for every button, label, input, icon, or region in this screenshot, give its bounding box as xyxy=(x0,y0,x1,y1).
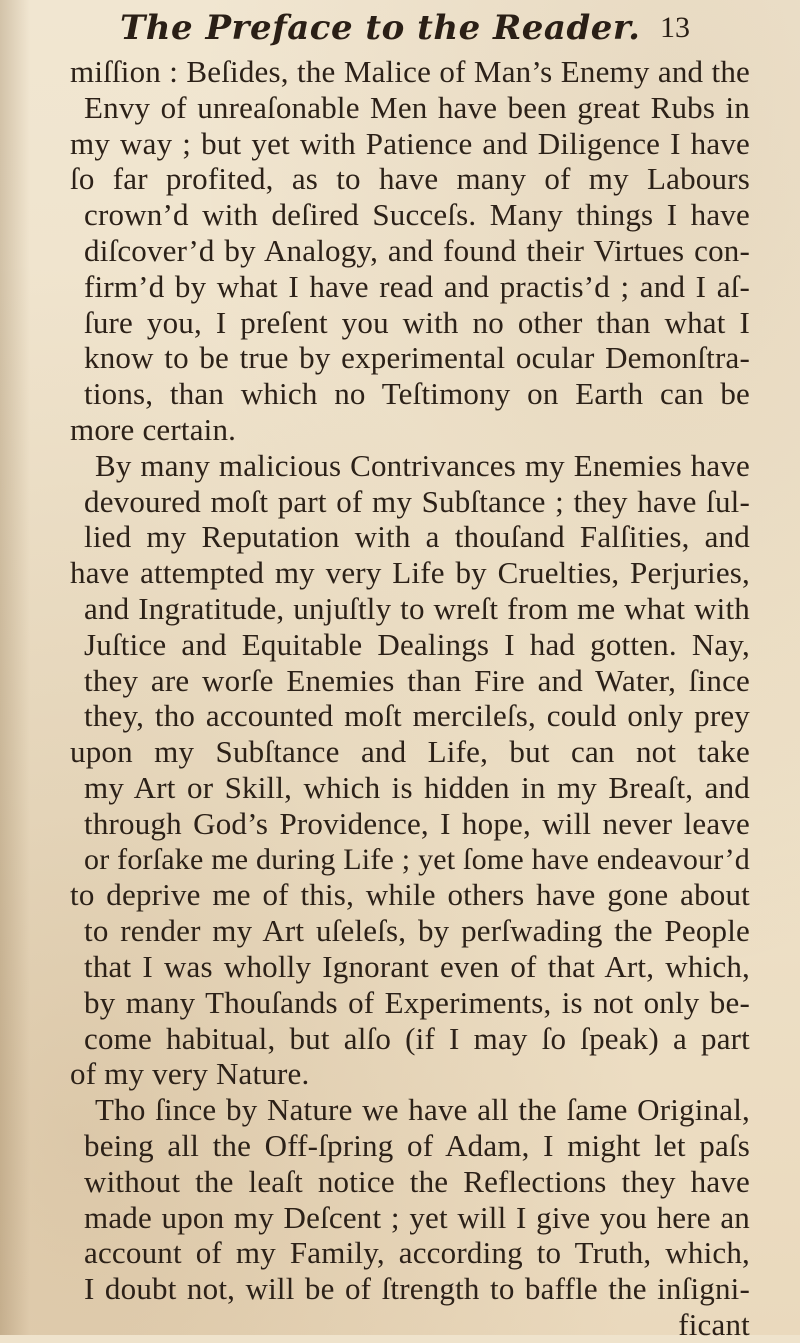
text-line: without the leaſt notice the Reflections they have xyxy=(84,1163,750,1199)
text-line: through God’s Providence, I hope, will never leave xyxy=(84,805,750,841)
text-line: of my very Nature. xyxy=(70,1056,310,1092)
text-line: and Ingratitude, unjuſtly to wreſt from me what with xyxy=(84,590,750,626)
text-line: they, tho accounted moſt mercileſs, could only prey xyxy=(84,698,750,734)
text-line: know to be true by experimental ocular Demonſtra- xyxy=(84,340,750,376)
text-line: being all the Off-ſpring of Adam, I might let paſs xyxy=(84,1127,750,1163)
text-line: I doubt not, will be of ſtrength to baffle the inſigni- xyxy=(84,1271,750,1307)
running-title: The Preface to the Reader. xyxy=(120,8,641,48)
text-line: or forſake me during Life ; yet ſome have endeavour’d xyxy=(84,842,750,876)
text-line: upon my Subſtance and Life, but can not take xyxy=(70,734,750,770)
page-edge-stain xyxy=(0,0,30,1335)
text-line: my way ; but yet with Patience and Diligence I have xyxy=(70,125,750,161)
text-line: miſſion : Beſides, the Malice of Man’s Enemy and the xyxy=(70,54,750,89)
text-line: diſcover’d by Analogy, and found their Virtues con- xyxy=(84,232,750,268)
text-line: crown’d with deſired Succeſs. Many things I have xyxy=(84,197,750,233)
text-line: have attempted my very Life by Cruelties, Perjuries, xyxy=(70,555,750,591)
text-line: lied my Reputation with a thouſand Falſities, and xyxy=(84,519,750,555)
text-line: my Art or Skill, which is hidden in my Breaſt, and xyxy=(84,769,750,805)
text-line: to render my Art uſeleſs, by perſwading the People xyxy=(84,913,750,949)
text-line: devoured moſt part of my Subſtance ; they have ſul- xyxy=(84,483,750,519)
text-line: to deprive me of this, while others have gone about xyxy=(70,877,750,913)
text-line: Juſtice and Equitable Dealings I had gotten. Nay, xyxy=(84,626,750,662)
text-line: Envy of unreaſonable Men have been great Rubs in xyxy=(84,89,750,125)
text-line: that I was wholly Ignorant even of that Art, which, xyxy=(84,948,750,984)
page-number: 13 xyxy=(660,11,690,44)
catchword: ficant xyxy=(678,1306,750,1342)
text-line: they are worſe Enemies than Fire and Water, ſince xyxy=(84,662,750,698)
running-head xyxy=(120,4,720,52)
text-line: ſure you, I preſent you with no other than what I xyxy=(84,304,750,340)
text-line: by many Thouſands of Experiments, is not only be- xyxy=(84,984,750,1020)
text-line: made upon my Deſcent ; yet will I give you here an xyxy=(84,1199,750,1235)
text-line: come habitual, but alſo (if I may ſo ſpeak) a part xyxy=(84,1020,750,1056)
text-line: firm’d by what I have read and practis’d ; and I aſ- xyxy=(84,268,750,304)
text-line: more certain. xyxy=(70,411,237,447)
text-line: tions, than which no Teſtimony on Earth can be xyxy=(84,376,750,412)
text-line: account of my Family, according to Truth, which, xyxy=(84,1235,750,1271)
text-line: ſo far profited, as to have many of my Labours xyxy=(70,161,750,197)
paragraph-start-line: Tho ſince by Nature we have all the ſame Original, xyxy=(95,1092,750,1128)
paragraph-start-line: By many malicious Contrivances my Enemies have xyxy=(95,447,750,483)
body-text xyxy=(70,54,750,1343)
